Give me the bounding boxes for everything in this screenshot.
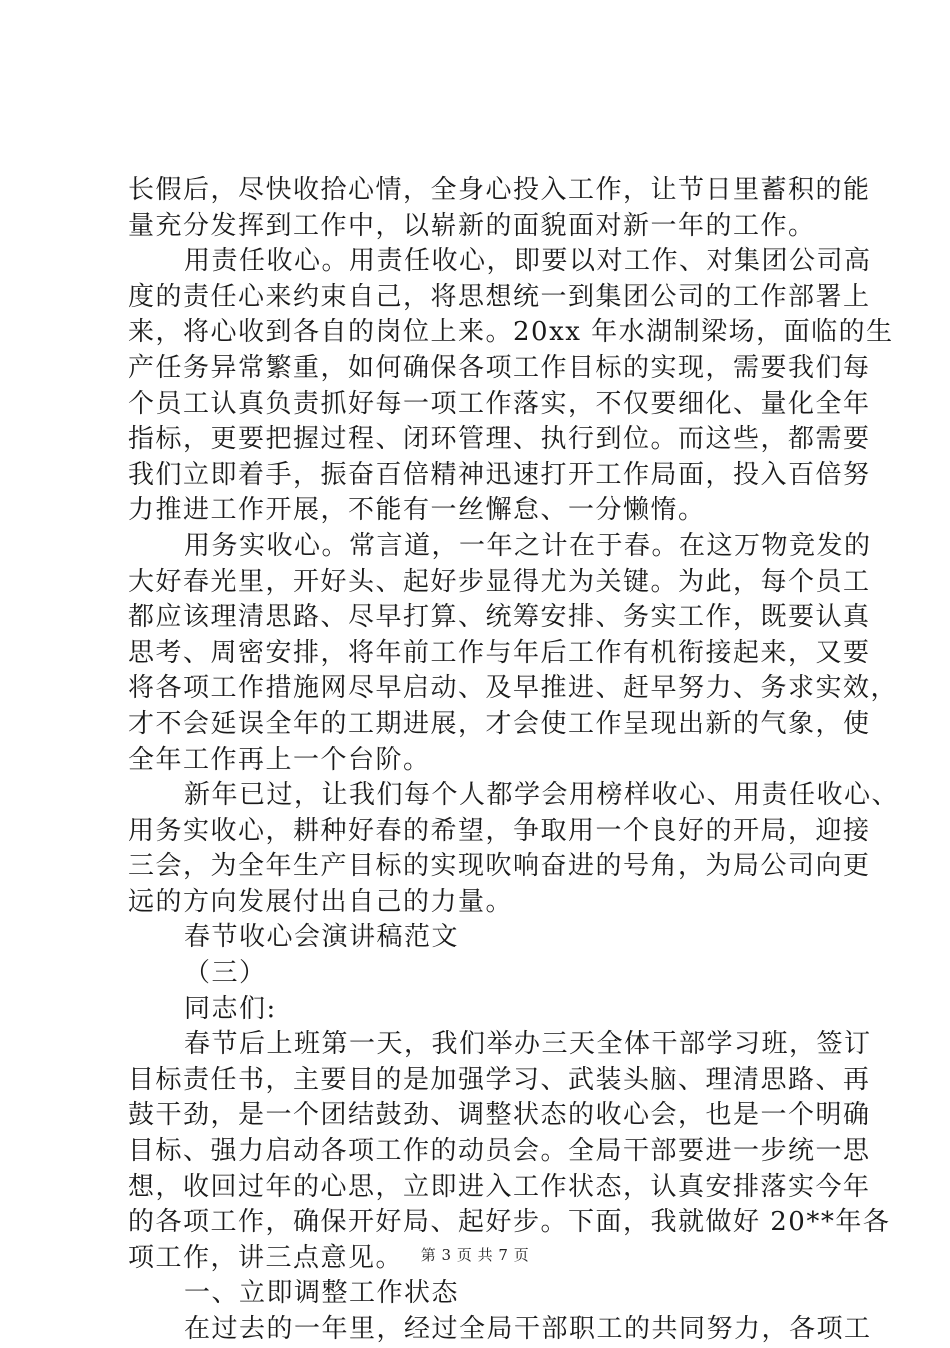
text-line: （三） <box>184 958 267 989</box>
text-line: 我们立即着手，振奋百倍精神迅速打开工作局面，投入百倍努 <box>128 459 871 490</box>
text-line: 的各项工作，确保开好局、起好步。下面，我就做好 20**年各 <box>128 1207 891 1238</box>
text-line: 三会，为全年生产目标的实现吹响奋进的号角，为局公司向更 <box>128 851 871 882</box>
text-line: 用务实收心。常言道，一年之计在于春。在这万物竞发的 <box>184 530 872 561</box>
text-line: 指标，更要把握过程、闭环管理、执行到位。而这些，都需要 <box>128 424 871 455</box>
text-line: 用务实收心，耕种好春的希望，争取用一个良好的开局，迎接 <box>128 815 871 846</box>
text-line: 将各项工作措施网尽早启动、及早推进、赶早努力、务求实效， <box>128 673 899 704</box>
text-line: 鼓干劲，是一个团结鼓劲、调整状态的收心会，也是一个明确 <box>128 1100 871 1131</box>
document-body <box>128 173 900 1348</box>
text-line: 用责任收心。用责任收心，即要以对工作、对集团公司高 <box>184 246 872 277</box>
text-line: 量充分发挥到工作中，以崭新的面貌面对新一年的工作。 <box>128 210 816 241</box>
text-line: 都应该理清思路、尽早打算、统筹安排、务实工作，既要认真 <box>128 602 871 633</box>
text-line: 目标、强力启动各项工作的动员会。全局干部要进一步统一思 <box>128 1136 871 1167</box>
text-line: 春节收心会演讲稿范文 <box>184 922 460 953</box>
text-line: 才不会延误全年的工期进展，才会使工作呈现出新的气象，使 <box>128 708 871 739</box>
text-line: 一、立即调整工作状态 <box>184 1278 460 1309</box>
text-line: 来，将心收到各自的岗位上来。20xx 年水湖制梁场，面临的生 <box>128 317 894 348</box>
text-line: 在过去的一年里，经过全局干部职工的共同努力，各项工 <box>184 1314 872 1344</box>
text-line: 同志们: <box>184 993 277 1024</box>
text-line: 力推进工作开展，不能有一丝懈怠、一分懒惰。 <box>128 495 706 526</box>
text-line: 目标责任书，主要目的是加强学习、武装头脑、理清思路、再 <box>128 1064 871 1095</box>
text-line: 长假后，尽快收拾心情，全身心投入工作，让节日里蓄积的能 <box>128 175 871 205</box>
text-line: 个员工认真负责抓好每一项工作落实，不仅要细化、量化全年 <box>128 388 871 419</box>
text-line: 春节后上班第一天，我们举办三天全体干部学习班，签订 <box>184 1029 872 1060</box>
text-line: 远的方向发展付出自己的力量。 <box>128 886 514 917</box>
page-footer: 第 3 页 共 7 页 <box>420 1246 530 1264</box>
text-line: 新年已过，让我们每个人都学会用榜样收心、用责任收心、 <box>184 780 900 811</box>
text-line: 思考、周密安排，将年前工作与年后工作有机衔接起来，又要 <box>128 637 871 668</box>
text-line: 全年工作再上一个台阶。 <box>128 744 431 775</box>
text-line: 想，收回过年的心思，立即进入工作状态，认真安排落实今年 <box>128 1171 871 1202</box>
text-line: 大好春光里，开好头、起好步显得尤为关键。为此，每个员工 <box>128 566 871 597</box>
text-line: 度的责任心来约束自己，将思想统一到集团公司的工作部署上 <box>128 281 871 312</box>
text-line: 产任务异常繁重，如何确保各项工作目标的实现，需要我们每 <box>128 352 871 383</box>
text-line: 项工作，讲三点意见。 <box>128 1242 404 1273</box>
